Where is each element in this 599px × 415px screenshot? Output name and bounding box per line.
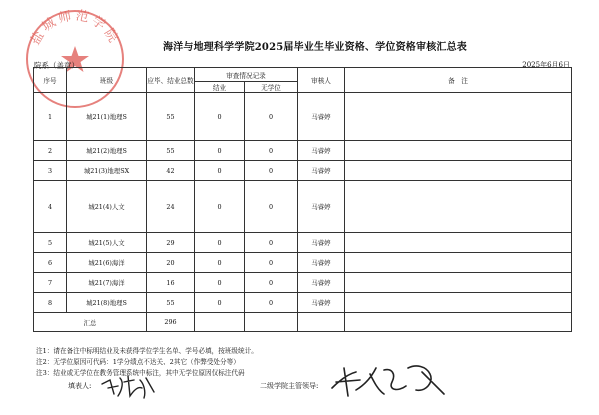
- table-row: [34, 161, 572, 181]
- cell-remarks: [345, 181, 572, 233]
- cell-completion: 0: [195, 181, 245, 233]
- cell-seq: 1: [34, 93, 67, 141]
- table-row: [34, 141, 572, 161]
- cell-no-degree: 0: [245, 161, 298, 181]
- cell-count: 42: [147, 161, 195, 181]
- cell-empty: [195, 313, 245, 332]
- cell-completion: 0: [195, 293, 245, 313]
- header-no-degree: 无学位: [245, 82, 298, 93]
- total-label: 汇总: [34, 313, 147, 332]
- cell-count: 16: [147, 273, 195, 293]
- cell-seq: 2: [34, 141, 67, 161]
- cell-reviewer: 马睿婷: [298, 293, 345, 313]
- cell-reviewer: 马睿婷: [298, 273, 345, 293]
- cell-class: 城21(1)地理S: [67, 93, 147, 141]
- cell-count: 24: [147, 181, 195, 233]
- cell-remarks: [345, 233, 572, 253]
- note-1: 注1：请在备注中标明结业及未获得学位学生名单、学号必填，按班级统计。: [36, 347, 258, 355]
- cell-no-degree: 0: [245, 293, 298, 313]
- cell-no-degree: 0: [245, 141, 298, 161]
- cell-completion: 0: [195, 93, 245, 141]
- cell-remarks: [345, 253, 572, 273]
- cell-class: 城21(5)人文: [67, 233, 147, 253]
- cell-class: 城21(6)海洋: [67, 253, 147, 273]
- header-class: 班级: [67, 68, 147, 93]
- cell-reviewer: 马睿婷: [298, 93, 345, 141]
- cell-count: 20: [147, 253, 195, 273]
- header-remarks: 备 注: [345, 68, 572, 93]
- cell-seq: 5: [34, 233, 67, 253]
- cell-remarks: [345, 93, 572, 141]
- header-reviewer: 审核人: [298, 68, 345, 93]
- cell-completion: 0: [195, 253, 245, 273]
- header-completion: 结业: [195, 82, 245, 93]
- filler-signature: [100, 370, 160, 400]
- cell-count: 29: [147, 233, 195, 253]
- cell-empty: [298, 313, 345, 332]
- cell-completion: 0: [195, 141, 245, 161]
- cell-reviewer: 马睿婷: [298, 161, 345, 181]
- cell-class: 城21(8)地理S: [67, 293, 147, 313]
- cell-empty: [345, 313, 572, 332]
- cell-empty: [245, 313, 298, 332]
- table-row: [34, 293, 572, 313]
- cell-seq: 6: [34, 253, 67, 273]
- table-row: [34, 233, 572, 253]
- cell-seq: 3: [34, 161, 67, 181]
- cell-remarks: [345, 141, 572, 161]
- cell-class: 城21(3)地理SX: [67, 161, 147, 181]
- table-row: [34, 253, 572, 273]
- table-row: [34, 273, 572, 293]
- cell-class: 城21(4)人文: [67, 181, 147, 233]
- cell-no-degree: 0: [245, 233, 298, 253]
- cell-count: 55: [147, 141, 195, 161]
- cell-remarks: [345, 273, 572, 293]
- cell-count: 55: [147, 93, 195, 141]
- table-row: [34, 181, 572, 233]
- document-date: 2025年6月6日: [522, 61, 570, 69]
- cell-class: 城21(2)地理S: [67, 141, 147, 161]
- filler-label: 填表人:: [68, 382, 92, 390]
- total-value: 296: [147, 313, 195, 332]
- dean-label: 二级学院主管领导:: [260, 382, 319, 390]
- header-review: 审查情况记录: [195, 68, 298, 82]
- cell-reviewer: 马睿婷: [298, 181, 345, 233]
- cell-no-degree: 0: [245, 181, 298, 233]
- cell-remarks: [345, 293, 572, 313]
- table-row: [34, 93, 572, 141]
- total-row: [34, 313, 572, 332]
- cell-completion: 0: [195, 273, 245, 293]
- cell-seq: 4: [34, 181, 67, 233]
- college-stamp-label: 院系（盖章）: [34, 61, 79, 70]
- cell-reviewer: 马睿婷: [298, 233, 345, 253]
- cell-remarks: [345, 161, 572, 181]
- review-summary-table: [33, 67, 572, 332]
- cell-class: 城21(7)海洋: [67, 273, 147, 293]
- header-seq: 序号: [34, 68, 67, 93]
- note-2: 注2：无学位原因可代码：1学分绩点不达关、2其它（作弊受处分等）: [36, 358, 240, 366]
- cell-completion: 0: [195, 233, 245, 253]
- cell-completion: 0: [195, 161, 245, 181]
- cell-reviewer: 马睿婷: [298, 253, 345, 273]
- cell-no-degree: 0: [245, 273, 298, 293]
- cell-no-degree: 0: [245, 253, 298, 273]
- cell-count: 55: [147, 293, 195, 313]
- cell-seq: 8: [34, 293, 67, 313]
- dean-signature: [326, 360, 454, 400]
- note-3: 注3：结业或无学位在教务管理系统中标注，其中无学位原因仅标注代码: [36, 369, 245, 377]
- header-count: 应毕、结业总数: [147, 68, 195, 93]
- cell-seq: 7: [34, 273, 67, 293]
- cell-no-degree: 0: [245, 93, 298, 141]
- document-title: 海洋与地理科学学院2025届毕业生毕业资格、学位资格审核汇总表: [162, 42, 468, 53]
- cell-reviewer: 马睿婷: [298, 141, 345, 161]
- svg-text:盐城师范学院: 盐城师范学院: [28, 8, 122, 48]
